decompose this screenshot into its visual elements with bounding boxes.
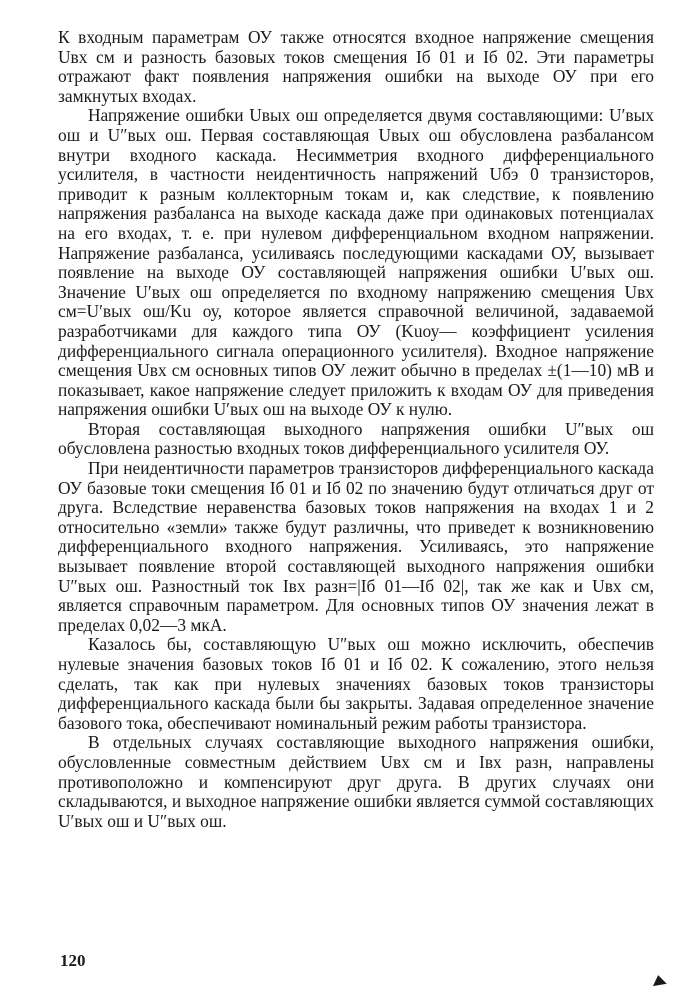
paragraph-second-component: Вторая составляющая выходного напряжения ошибки U″вых ош обусловлена разностью входных токов дифференциального усилителя ОУ. xyxy=(58,418,654,459)
paragraph-compensation: В отдельных случаях составляющие выходного напряжения ошибки, обусловленные совместным действием Uвх см и Iвх разн, направлены противоположно и компенсируют друг друга. В других случаях они складываются, и выходное напряжение ошибки является суммой составляющих U′вых ош и U″вых ош. xyxy=(58,732,654,831)
paragraph-zero-currents: Казалось бы, составляющую U″вых ош можно исключить, обеспечив нулевые значения базовых токов Iб 01 и Iб 02. К сожалению, этого нельзя сделать, так как при нулевых значениях базовых токов транзисторы дифференциального каскада были бы закрыты. Задавая определенное значение базового тока, обеспечивают номинальный режим работы транзистора. xyxy=(58,634,654,733)
paragraph-error-voltage: Напряжение ошибки Uвых ош определяется двумя составляющими: U′вых ош и U″вых ош. Первая составляющая Uвых ош обусловлена разбалансом внутри входного каскада. Несимметрия входного дифференциального усилителя, в частности неидентичность напряжений Uбэ 0 транзисторов, приводит к разным коллекторным токам и, как следствие, к появлению напряжения разбаланса на выходе каскада даже при одинаковых потенциалах на его входах, т. е. при нулевом дифференциальном входном напряжении. Напряжение разбаланса, усиливаясь последующими каскадами ОУ, вызывает появление на выходе ОУ составляющей напряжения ошибки U′вых ош. Значение U′вых ош определяется по входному напряжению смещения Uвх см=U′вых ош/Ku оу, которое является справочной величиной, задаваемой разработчиками для каждого типа ОУ (Kuоу— коэффициент усиления дифференциального сигнала операционного усилителя). Входное напряжение смещения Uвх см основных типов ОУ лежит обычно в пределах ±(1—10) мВ и показывает, какое напряжение следует приложить к входам ОУ для приведения напряжения ошибки U′вых ош на выходе ОУ к нулю. xyxy=(58,105,654,420)
page-text-block xyxy=(58,28,654,831)
page-number: 120 xyxy=(60,951,86,970)
paragraph-input-parameters: К входным параметрам ОУ также относятся входное напряжение смещения Uвх см и разность базовых токов смещения Iб 01 и Iб 02. Эти параметры отражают факт появления напряжения ошибки на выходе ОУ при его замкнутых входах. xyxy=(58,27,654,106)
paragraph-base-currents: При неидентичности параметров транзисторов дифференциального каскада ОУ базовые токи смещения Iб 01 и Iб 02 по значению будут отличаться друг от друга. Вследствие неравенства базовых токов напряжения на входах 1 и 2 относительно «земли» также будут различны, что приведет к возникновению дифференциального входного напряжения. Усиливаясь, это напряжение вызывает появление второй составляющей выходного напряжения ошибки U″вых ош. Разностный ток Iвх разн=|Iб 01—Iб 02|, так же как и Uвх см, является справочным параметром. Для основных типов ОУ значения лежат в пределах 0,02—3 мкА. xyxy=(58,458,654,635)
corner-triangle-mark xyxy=(651,974,667,986)
